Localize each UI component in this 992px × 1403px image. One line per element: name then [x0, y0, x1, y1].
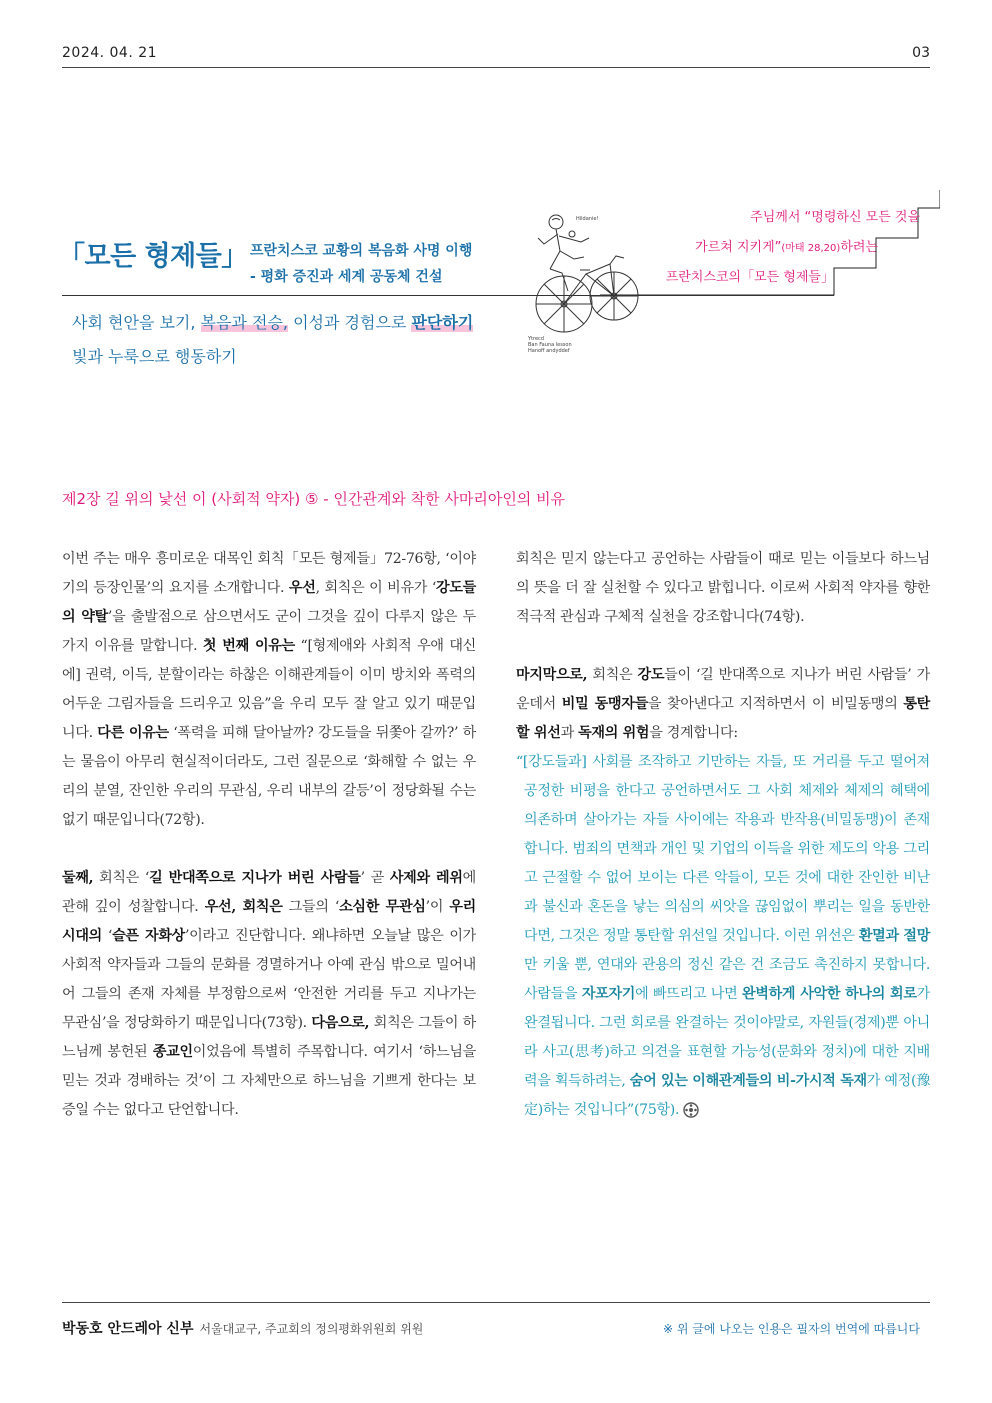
paragraph-1: 이번 주는 매우 흥미로운 대목인 회칙「모든 형제들」72-76항, ‘이야기의 등장인물’의 요지를 소개합니다. 우선, 회칙은 이 비유가 ‘강도들의 약탈’을 출발점으로 삼으면서도 군이 그것을 깊이 다루지 않은 두 가지 이유를 말합니다. 첫 번째 이유는 “[형제애와 사회적 우애 대신에] 권력, 이득, 분할이라는 하찮은 이해관계들이 이미 방치와 폭력의 어두운 그림자들을 드리우고 있음”을 우리 모두 잘 알고 있기 때문입니다. 다른 이유는 ‘폭력을 피해 달아날까? 강도들을 뒤쫓아 갈까?’ 하는 물음이 아무리 현실적이더라도, 그런 질문으로 ‘화해할 수 없는 우리의 분열, 잔인한 우리의 무관심, 우리 내부의 갈등’이 정당화될 수는 없기 때문입니다(72항). [62, 551, 476, 828]
stair-text-line2 [695, 236, 878, 255]
body-column-left [62, 545, 476, 1154]
page-number: 03 [912, 45, 930, 61]
paragraph-3: 회칙은 믿지 않는다고 공언하는 사람들이 때로 믿는 이들보다 하느님의 뜻을 더 잘 실천할 수 있다고 밝힙니다. 이로써 사회적 약자를 향한 적극적 관심과 구체적 실천을 강조합니다(74항). [516, 551, 930, 625]
footer-divider [62, 1302, 930, 1303]
series-title: 「모든 형제들」 [58, 241, 248, 272]
translation-note: ※ 위 글에 나오는 인용은 필자의 번역에 따릅니다 [662, 1322, 920, 1336]
series-subtitle-line1: 프란치스코 교황의 복음화 사명 이행 [250, 243, 473, 259]
paragraph-4: 마지막으로, 회칙은 강도들이 ‘길 반대쪽으로 지나가 버린 사람들’ 가운데서 비밀 동맹자들을 찾아낸다고 지적하면서 이 비밀동맹의 통탄할 위선과 독재의 위험을 경계합니다: [516, 667, 930, 741]
tag-line-1-mid: 이성과 경험으로 [288, 313, 412, 332]
stair-text-line3: 프란치스코의「모든 형제들」 [665, 270, 834, 285]
tag-line-2: 빛과 누룩으로 행동하기 [72, 347, 237, 366]
chapter-title: 제2장 길 위의 낯선 이 (사회적 약자) ⑤ - 인간관계와 착한 사마리아인의 비유 [62, 490, 566, 508]
stair-text-line2-main: 가르쳐 지키게” [695, 240, 782, 255]
svg-text:Hildanie!: Hildanie! [576, 216, 599, 222]
svg-text:Hanoff andyddef: Hanoff andyddef [528, 348, 570, 354]
stair-text-line1: 주님께서 “명령하신 모든 것을 [750, 210, 920, 225]
tag-line-1-pre: 사회 현안을 보기, [72, 313, 201, 332]
header-divider [62, 295, 834, 296]
stair-text-line2-ref: (마태 28,20) [781, 243, 841, 254]
svg-text:Ban Fauna lesson: Ban Fauna lesson [528, 342, 572, 348]
issue-date: 2024. 04. 21 [62, 45, 158, 61]
series-subtitle [250, 238, 472, 290]
author-role: 서울대교구, 주교회의 정의평화위원회 위원 [199, 1322, 424, 1336]
author-name: 박동호 안드레아 신부 [62, 1321, 194, 1337]
body-column-right [516, 545, 930, 1154]
end-mark-icon [683, 1102, 699, 1118]
top-divider [62, 67, 930, 68]
quote-paragraph: “[강도들과] 사회를 조작하고 기만하는 자들, 또 거리를 두고 떨어져 공정한 비평을 한다고 공언하면서도 그 사회 체제와 체제의 혜택에 의존하며 살아가는 자들 사이에는 작용과 반작용(비밀동맹)이 존재합니다. 범죄의 면책과 개인 및 기업의 이득을 위한 제도의 악용 그리고 근절할 수 없어 보이는 다른 악들이, 모든 것에 대한 잔인한 비난과 불신과 혼돈을 낳는 의심의 씨앗을 끊임없이 뿌리는 일을 동반한다면, 그것은 정말 통탄할 위선일 것입니다. 이런 위선은 환멸과 절망만 키울 뿐, 연대와 관용의 정신 같은 건 조금도 촉진하지 못합니다. 사람들을 자포자기에 빠뜨리고 나면 완벽하게 사악한 하나의 회로가 완결됩니다. 그런 회로를 완결하는 것이야말로, 자원들(경제)뿐 아니라 사고(思考)하고 의견을 표현할 가능성(문화와 정치)에 대한 지배력을 획득하려는, 숨어 있는 이해관계들의 비-가시적 독재가 예정(豫定)하는 것입니다”(75항). [516, 754, 931, 1118]
tag-line-1 [72, 310, 473, 333]
svg-text:Ytrecd: Ytrecd [528, 336, 544, 342]
series-subtitle-line2: - 평화 증진과 세계 공동체 건설 [250, 269, 443, 285]
tag-line-1-highlight1: 복음과 전승, [200, 313, 288, 332]
paragraph-2: 둘째, 회칙은 ‘길 반대쪽으로 지나가 버린 사람들’ 곧 사제와 레위에 관해 깊이 성찰합니다. 우선, 회칙은 그들의 ‘소심한 무관심’이 우리 시대의 ‘슬픈 자화상’이라고 진단합니다. 왜냐하면 오늘날 많은 이가 사회적 약자들과 그들의 문화를 경멸하거나 아예 관심 밖으로 밀어내어 그들의 존재 자체를 부정함으로써 ‘안전한 거리를 두고 지나가는 무관심’을 정당화하기 때문입니다(73항). 다음으로, 회칙은 그들이 하느님께 봉헌된 종교인이었음에 특별히 주목합니다. 여기서 ‘하느님을 믿는 것과 경배하는 것’이 그 자체만으로 하느님을 기쁘게 한다는 보증일 수는 없다고 단언합니다. [62, 870, 476, 1118]
stair-text-line2-end: 하려는 [840, 240, 878, 255]
tag-line-1-highlight2: 판단하기 [411, 313, 474, 332]
author-info [62, 1318, 423, 1338]
